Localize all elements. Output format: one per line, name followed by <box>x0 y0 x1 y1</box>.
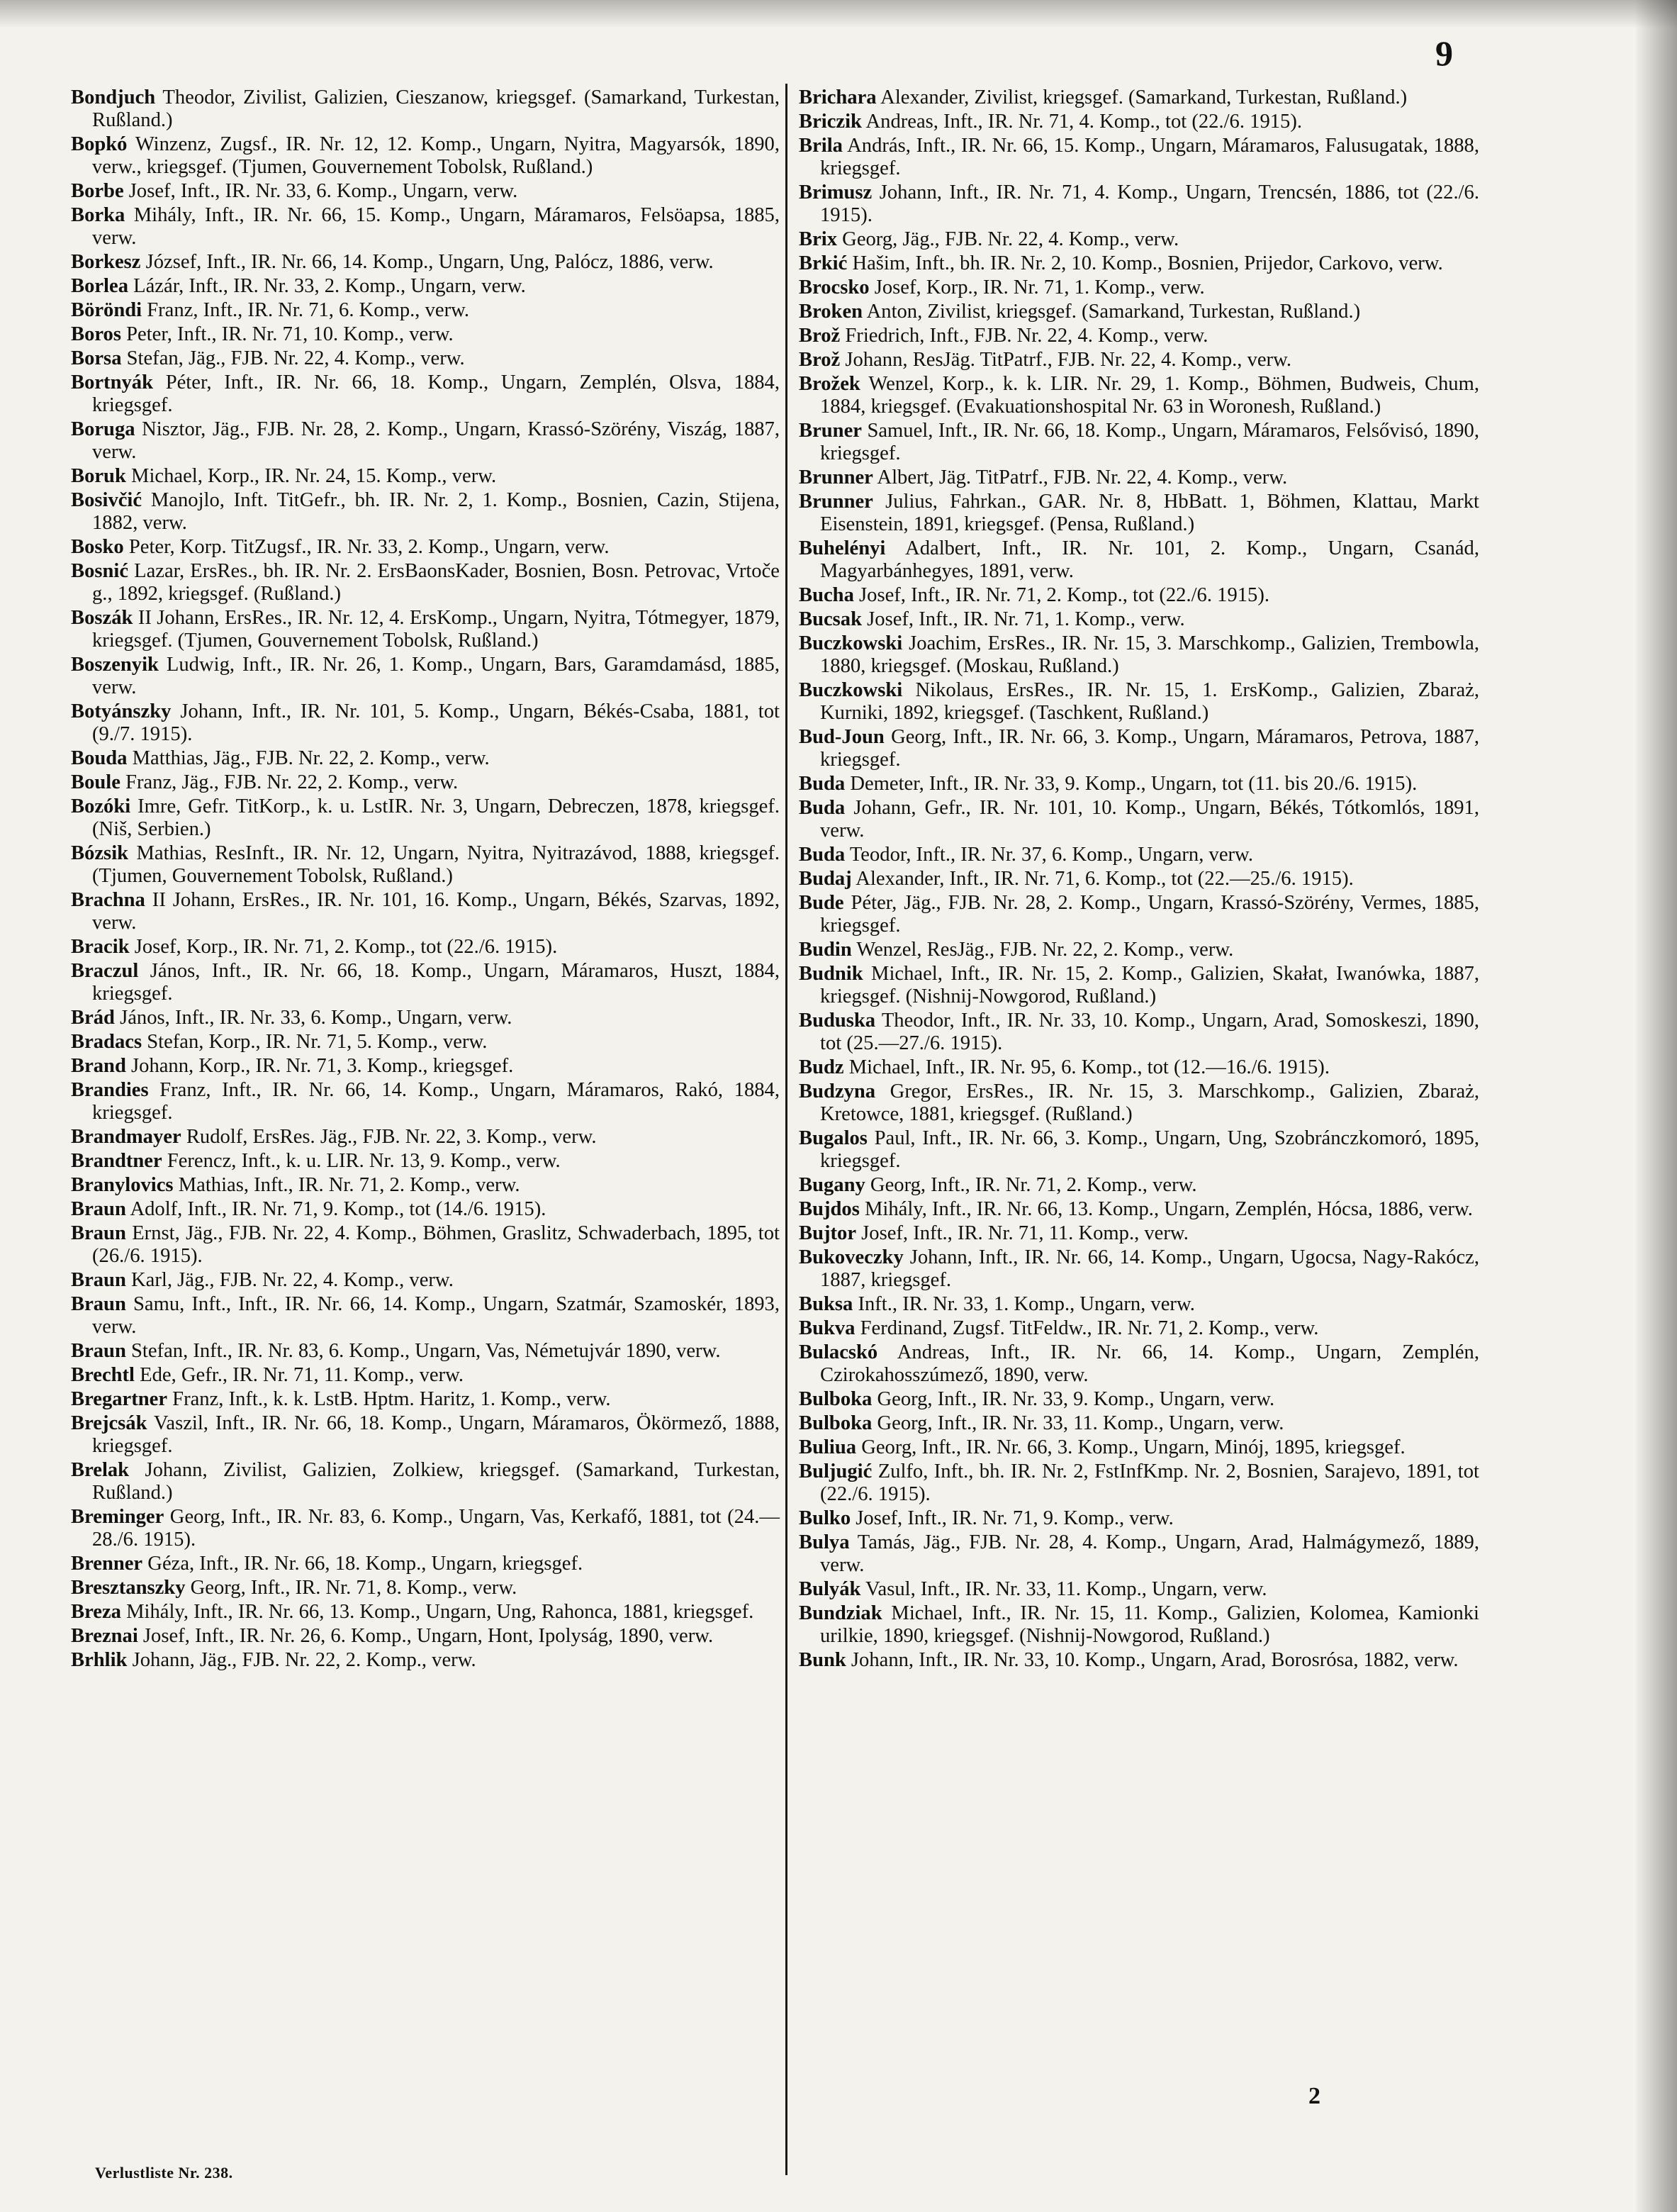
entry-details: Josef, Inft., IR. Nr. 71, 11. Komp., verw. <box>856 1222 1189 1244</box>
surname: Boruga <box>71 418 135 440</box>
surname: Brunner <box>799 467 873 488</box>
casualty-entry <box>799 252 1479 275</box>
surname: Budaj <box>799 868 852 890</box>
page-edge-shadow <box>1634 0 1677 2212</box>
surname: Bulacskó <box>799 1341 878 1363</box>
surname: Branylovics <box>71 1174 174 1196</box>
entry-details: Mihály, Inft., IR. Nr. 66, 15. Komp., Ungarn, Máramaros, Felsöapsa, 1885, verw. <box>92 204 780 249</box>
entry-details: Karl, Jäg., FJB. Nr. 22, 4. Komp., verw. <box>125 1269 454 1291</box>
entry-details: Gregor, ErsRes., IR. Nr. 15, 3. Marschkomp., Galizien, Zbaraż, Kretowce, 1881, kriegsgef. (Rußland.) <box>820 1080 1479 1125</box>
casualty-entry <box>799 963 1479 1008</box>
entry-details: Samu, Inft., Inft., IR. Nr. 66, 14. Komp., Ungarn, Szatmár, Szamoskér, 1893, verw. <box>92 1293 780 1338</box>
surname: Brimusz <box>799 181 873 203</box>
casualty-entry <box>799 868 1479 890</box>
surname: Bracik <box>71 936 130 958</box>
surname: Bugalos <box>799 1127 868 1149</box>
surname: Bondjuch <box>71 86 156 108</box>
casualty-entry <box>71 1293 780 1339</box>
entry-details: Adolf, Inft., IR. Nr. 71, 9. Komp., tot (14./6. 1915). <box>125 1198 546 1220</box>
casualty-entry <box>799 181 1479 227</box>
casualty-entry <box>71 251 780 274</box>
entry-details: Vasul, Inft., IR. Nr. 33, 11. Komp., Ungarn, verw. <box>860 1578 1267 1600</box>
surname: Budz <box>799 1056 844 1078</box>
casualty-entry <box>71 323 780 346</box>
casualty-entry <box>71 86 780 132</box>
surname: Buliua <box>799 1436 857 1458</box>
entry-details: Michael, Korp., IR. Nr. 24, 15. Komp., verw. <box>125 465 497 487</box>
left-column <box>71 86 780 1673</box>
surname: Bruner <box>799 420 862 442</box>
entry-details: Mathias, ResInft., IR. Nr. 12, Ungarn, Nyitra, Nyitrazávod, 1888, kriegsgef. (Tjumen, Gouvernement Tobolsk, Rußland.) <box>92 842 780 887</box>
casualty-entry <box>799 1578 1479 1601</box>
entry-details: Franz, Inft., IR. Nr. 66, 14. Komp., Ungarn, Máramaros, Rakó, 1884, kriegsgef. <box>92 1079 780 1124</box>
entry-details: Alexander, Zivilist, kriegsgef. (Samarkand, Turkestan, Rußland.) <box>876 86 1408 108</box>
casualty-entry <box>799 1174 1479 1197</box>
entry-details: Mihály, Inft., IR. Nr. 66, 13. Komp., Ungarn, Ung, Rahonca, 1881, kriegsgef. <box>120 1601 754 1623</box>
casualty-entry <box>71 1007 780 1029</box>
casualty-entry <box>71 1150 780 1173</box>
surname: Buksa <box>799 1293 853 1315</box>
surname: Bózsik <box>71 842 129 864</box>
casualty-entry <box>71 889 780 934</box>
entry-details: Nikolaus, ErsRes., IR. Nr. 15, 1. ErsKomp., Galizien, Zbaraż, Kurniki, 1892, kriegsgef. (Taschkent, Rußland.) <box>820 679 1479 724</box>
casualty-entry <box>71 133 780 179</box>
surname: Bopkó <box>71 133 128 155</box>
surname: Buda <box>799 844 846 866</box>
casualty-entry <box>799 1507 1479 1530</box>
surname: Brandtner <box>71 1150 162 1172</box>
casualty-entry <box>71 1625 780 1648</box>
casualty-entry <box>799 373 1479 418</box>
entry-details: Georg, Inft., IR. Nr. 66, 3. Komp., Ungarn, Minój, 1895, kriegsgef. <box>856 1436 1406 1458</box>
casualty-entry <box>71 465 780 488</box>
column-divider <box>785 84 787 2175</box>
surname: Bundziak <box>799 1602 882 1624</box>
surname: Bregartner <box>71 1388 168 1410</box>
casualty-entry <box>799 1388 1479 1411</box>
surname: Bud-Joun <box>799 726 885 748</box>
surname: Breza <box>71 1601 121 1623</box>
surname: Buczkowski <box>799 679 903 701</box>
entry-details: János, Inft., IR. Nr. 33, 6. Komp., Ungarn, verw. <box>114 1007 512 1029</box>
entry-details: Imre, Gefr. TitKorp., k. u. LstIR. Nr. 3, Ungarn, Debreczen, 1878, kriegsgef. (Niš, Serbien.) <box>92 795 780 840</box>
surname: Breminger <box>71 1506 164 1528</box>
entry-details: Albert, Jäg. TitPatrf., FJB. Nr. 22, 4. Komp., verw. <box>873 467 1288 488</box>
entry-details: Stefan, Korp., IR. Nr. 71, 5. Komp., verw. <box>142 1031 488 1053</box>
casualty-entry <box>71 1459 780 1504</box>
casualty-entry <box>71 347 780 370</box>
surname: Borkesz <box>71 251 141 273</box>
entry-details: II Johann, ErsRes., IR. Nr. 101, 16. Komp., Ungarn, Békés, Szarvas, 1892, verw. <box>92 889 780 934</box>
casualty-entry <box>71 1340 780 1363</box>
casualty-entry <box>71 1126 780 1149</box>
surname: Budin <box>799 939 852 961</box>
surname: Brkić <box>799 252 848 274</box>
entry-details: Johann, Inft., IR. Nr. 71, 4. Komp., Ungarn, Trencsén, 1886, tot (22./6. 1915). <box>820 181 1479 226</box>
casualty-entry <box>799 1127 1479 1173</box>
surname: Bulyák <box>799 1578 861 1600</box>
casualty-entry <box>799 1198 1479 1221</box>
entry-details: Ferdinand, Zugsf. TitFeldw., IR. Nr. 71, 2. Komp., verw. <box>855 1317 1319 1339</box>
surname: Brechtl <box>71 1364 135 1386</box>
surname: Bulya <box>799 1531 850 1553</box>
entry-details: Georg, Inft., IR. Nr. 83, 6. Komp., Ungarn, Vas, Kerkafő, 1881, tot (24.—28./6. 1915). <box>92 1506 780 1551</box>
surname: Broken <box>799 301 863 323</box>
surname: Brila <box>799 135 843 157</box>
casualty-entry <box>71 1031 780 1054</box>
casualty-entry <box>799 608 1479 631</box>
surname: Bosnić <box>71 560 129 582</box>
surname: Bosko <box>71 536 124 558</box>
surname: Boszák <box>71 607 133 629</box>
surname: Buda <box>799 773 846 795</box>
entry-details: Georg, Jäg., FJB. Nr. 22, 4. Komp., verw. <box>837 228 1179 250</box>
entry-details: Hašim, Inft., bh. IR. Nr. 2, 10. Komp., Bosnien, Prijedor, Carkovo, verw. <box>847 252 1443 274</box>
casualty-entry <box>71 180 780 203</box>
casualty-entry <box>71 795 780 841</box>
surname: Brunner <box>799 491 873 513</box>
surname: Boule <box>71 771 120 793</box>
entry-details: Peter, Korp. TitZugsf., IR. Nr. 33, 2. Komp., Ungarn, verw. <box>123 536 610 558</box>
entry-details: Josef, Inft., IR. Nr. 71, 9. Komp., verw. <box>851 1507 1174 1529</box>
casualty-entry <box>799 939 1479 961</box>
casualty-entry <box>71 1553 780 1575</box>
casualty-entry <box>71 1412 780 1458</box>
entry-details: Georg, Inft., IR. Nr. 33, 11. Komp., Ungarn, verw. <box>872 1412 1284 1434</box>
casualty-entry <box>799 301 1479 323</box>
casualty-entry <box>799 420 1479 465</box>
surname: Brand <box>71 1055 126 1077</box>
casualty-entry <box>799 276 1479 299</box>
entry-details: Josef, Inft., IR. Nr. 26, 6. Komp., Ungarn, Hont, Ipolyság, 1890, verw. <box>138 1625 714 1647</box>
casualty-entry <box>71 204 780 250</box>
surname: Braun <box>71 1198 126 1220</box>
surname: Bujtor <box>799 1222 857 1244</box>
entry-details: Franz, Jäg., FJB. Nr. 22, 2. Komp., verw. <box>120 771 459 793</box>
casualty-entry <box>71 842 780 888</box>
casualty-entry <box>799 797 1479 842</box>
casualty-entry <box>799 1222 1479 1245</box>
casualty-entry <box>71 299 780 322</box>
casualty-entry <box>71 560 780 605</box>
surname: Budnik <box>799 963 863 985</box>
casualty-entry <box>71 1269 780 1292</box>
entry-details: Péter, Inft., IR. Nr. 66, 18. Komp., Ungarn, Zemplén, Olsva, 1884, kriegsgef. <box>92 372 780 416</box>
entry-details: Paul, Inft., IR. Nr. 66, 3. Komp., Ungarn, Ung, Szobránczkomoró, 1895, kriegsgef. <box>820 1127 1479 1172</box>
signature-mark: 2 <box>1308 2083 1320 2109</box>
surname: Budzyna <box>799 1080 876 1102</box>
page-number: 9 <box>1435 33 1453 73</box>
casualty-entry <box>799 726 1479 771</box>
entry-details: József, Inft., IR. Nr. 66, 14. Komp., Ungarn, Ung, Palócz, 1886, verw. <box>140 251 714 273</box>
surname: Boros <box>71 323 121 345</box>
casualty-entry <box>71 1506 780 1551</box>
entry-details: Stefan, Jäg., FJB. Nr. 22, 4. Komp., verw. <box>121 347 465 369</box>
entry-details: Theodor, Zivilist, Galizien, Cieszanow, kriegsgef. (Samarkand, Turkestan, Rußland.) <box>92 86 780 131</box>
surname: Brandies <box>71 1079 149 1101</box>
entry-details: Vaszil, Inft., IR. Nr. 66, 18. Komp., Ungarn, Máramaros, Ökörmező, 1888, kriegsgef. <box>92 1412 780 1457</box>
casualty-entry <box>799 1412 1479 1435</box>
entry-details: Josef, Korp., IR. Nr. 71, 1. Komp., verw. <box>869 276 1205 298</box>
entry-details: Nisztor, Jäg., FJB. Nr. 28, 2. Komp., Ungarn, Krassó-Szörény, Viszág, 1887, verw. <box>92 418 780 463</box>
casualty-entry <box>71 1649 780 1672</box>
surname: Brachna <box>71 889 145 911</box>
casualty-entry <box>799 1602 1479 1648</box>
entry-details: Josef, Inft., IR. Nr. 71, 2. Komp., tot (22./6. 1915). <box>853 584 1270 606</box>
entry-details: Theodor, Inft., IR. Nr. 33, 10. Komp., Ungarn, Arad, Somoskeszi, 1890, tot (25.—27./6. 1915). <box>820 1010 1479 1054</box>
surname: Borsa <box>71 347 122 369</box>
entry-details: Ludwig, Inft., IR. Nr. 26, 1. Komp., Ungarn, Bars, Garamdamásd, 1885, verw. <box>92 654 780 698</box>
casualty-entry <box>799 1649 1479 1672</box>
casualty-entry <box>71 654 780 699</box>
casualty-entry <box>799 892 1479 937</box>
casualty-entry <box>799 228 1479 251</box>
casualty-entry <box>799 1531 1479 1577</box>
entry-details: Johann, ResJäg. TitPatrf., FJB. Nr. 22, 4. Komp., verw. <box>840 349 1292 371</box>
entry-details: Zulfo, Inft., bh. IR. Nr. 2, FstInfKmp. Nr. 2, Bosnien, Sarajevo, 1891, tot (22./6. 1915). <box>820 1460 1479 1505</box>
casualty-entry <box>71 536 780 559</box>
entry-details: Adalbert, Inft., IR. Nr. 101, 2. Komp., Ungarn, Csanád, Magyarbánhegyes, 1891, verw. <box>820 537 1479 582</box>
surname: Brož <box>799 349 841 371</box>
entry-details: Georg, Inft., IR. Nr. 71, 2. Komp., verw. <box>865 1174 1197 1196</box>
surname: Bukoveczky <box>799 1246 904 1268</box>
casualty-entry <box>71 607 780 652</box>
casualty-entry <box>71 936 780 959</box>
right-column <box>799 86 1479 1673</box>
entry-details: Georg, Inft., IR. Nr. 71, 8. Komp., verw. <box>185 1577 517 1599</box>
entry-details: Mathias, Inft., IR. Nr. 71, 2. Komp., verw. <box>173 1174 520 1196</box>
surname: Bulko <box>799 1507 851 1529</box>
entry-details: Johann, Zivilist, Galizien, Zolkiew, kriegsgef. (Samarkand, Turkestan, Rußland.) <box>92 1459 780 1504</box>
casualty-entry <box>799 1293 1479 1316</box>
surname: Bulboka <box>799 1412 873 1434</box>
entry-details: Michael, Inft., IR. Nr. 15, 11. Komp., Galizien, Kolomea, Kamionki urilkie, 1890, kriegsgef. (Nishnij-Nowgorod, Rußland.) <box>820 1602 1479 1647</box>
casualty-entry <box>71 489 780 535</box>
entry-details: II Johann, ErsRes., IR. Nr. 12, 4. ErsKomp., Ungarn, Nyitra, Tótmegyer, 1879, kriegsgef. (Tjumen, Gouvernement Tobolsk, Rußland.) <box>92 607 780 652</box>
surname: Borbe <box>71 180 124 202</box>
surname: Bouda <box>71 747 128 769</box>
casualty-entry <box>799 632 1479 678</box>
entry-details: Géza, Inft., IR. Nr. 66, 18. Komp., Ungarn, kriegsgef. <box>142 1553 583 1575</box>
surname: Buhelényi <box>799 537 886 559</box>
entry-details: Friedrich, Inft., FJB. Nr. 22, 4. Komp., verw. <box>840 325 1208 347</box>
surname: Braczul <box>71 960 139 982</box>
surname: Böröndi <box>71 299 142 321</box>
entry-details: Lazar, ErsRes., bh. IR. Nr. 2. ErsBaonsKader, Bosnien, Bosn. Petrovac, Vrtoče g., 1892, kriegsgef. (Rußland.) <box>92 560 780 605</box>
surname: Bosivčić <box>71 489 142 511</box>
surname: Buczkowski <box>799 632 903 654</box>
surname: Buduska <box>799 1010 876 1032</box>
entry-details: Johann, Inft., IR. Nr. 33, 10. Komp., Ungarn, Arad, Borosrósa, 1882, verw. <box>846 1649 1459 1671</box>
entry-details: Ernst, Jäg., FJB. Nr. 22, 4. Komp., Böhmen, Graslitz, Schwaderbach, 1895, tot (26./6. 1915). <box>92 1222 780 1267</box>
entry-details: Josef, Korp., IR. Nr. 71, 2. Komp., tot (22./6. 1915). <box>129 936 558 958</box>
entry-details: Manojlo, Inft. TitGefr., bh. IR. Nr. 2, 1. Komp., Bosnien, Cazin, Stijena, 1882, verw. <box>92 489 780 534</box>
casualty-entry <box>71 747 780 770</box>
surname: Bucsak <box>799 608 862 630</box>
surname: Boszenyik <box>71 654 159 676</box>
entry-details: Demeter, Inft., IR. Nr. 33, 9. Komp., Ungarn, tot (11. bis 20./6. 1915). <box>845 773 1418 795</box>
surname: Boruk <box>71 465 126 487</box>
casualty-entry <box>71 1388 780 1411</box>
casualty-entry <box>799 1317 1479 1340</box>
casualty-entry <box>799 773 1479 795</box>
entry-details: Joachim, ErsRes., IR. Nr. 15, 3. Marschkomp., Galizien, Trembowla, 1880, kriegsgef. (Moskau, Rußland.) <box>820 632 1479 677</box>
entry-details: Mihály, Inft., IR. Nr. 66, 13. Komp., Ungarn, Zemplén, Hócsa, 1886, verw. <box>859 1198 1473 1220</box>
casualty-entry <box>71 1055 780 1078</box>
casualty-entry <box>71 372 780 417</box>
casualty-entry <box>71 960 780 1005</box>
entry-details: András, Inft., IR. Nr. 66, 15. Komp., Ungarn, Máramaros, Falusugatak, 1888, kriegsgef. <box>820 135 1479 179</box>
surname: Botyánszky <box>71 700 172 722</box>
surname: Bradacs <box>71 1031 142 1053</box>
casualty-entry <box>799 491 1479 536</box>
surname: Brád <box>71 1007 115 1029</box>
surname: Braun <box>71 1222 126 1244</box>
entry-details: Johann, Inft., IR. Nr. 101, 5. Komp., Ungarn, Békés-Csaba, 1881, tot (9./7. 1915). <box>92 700 780 745</box>
casualty-entry <box>71 275 780 298</box>
surname: Buljugić <box>799 1460 873 1482</box>
casualty-entry <box>71 1222 780 1268</box>
entry-details: Andreas, Inft., IR. Nr. 71, 4. Komp., tot (22./6. 1915). <box>861 111 1302 133</box>
entry-details: Johann, Gefr., IR. Nr. 101, 10. Komp., Ungarn, Békés, Tótkomlós, 1891, verw. <box>820 797 1479 842</box>
surname: Brichara <box>799 86 877 108</box>
surname: Brejcsák <box>71 1412 147 1434</box>
entry-details: Ede, Gefr., IR. Nr. 71, 11. Komp., verw. <box>135 1364 464 1386</box>
casualty-entry <box>799 135 1479 180</box>
surname: Brocsko <box>799 276 870 298</box>
casualty-entry <box>71 418 780 464</box>
entry-details: Anton, Zivilist, kriegsgef. (Samarkand, Turkestan, Rußland.) <box>863 301 1361 323</box>
casualty-entry <box>799 1056 1479 1079</box>
casualty-entry <box>799 349 1479 372</box>
surname: Brhlik <box>71 1649 128 1671</box>
casualty-entry <box>799 1246 1479 1292</box>
surname: Braun <box>71 1340 126 1362</box>
surname: Bulboka <box>799 1388 873 1410</box>
entry-details: Franz, Inft., IR. Nr. 71, 6. Komp., verw. <box>142 299 470 321</box>
surname: Bujdos <box>799 1198 860 1220</box>
entry-details: Peter, Inft., IR. Nr. 71, 10. Komp., verw. <box>120 323 454 345</box>
entry-details: Georg, Inft., IR. Nr. 33, 9. Komp., Ungarn, verw. <box>872 1388 1275 1410</box>
casualty-entry <box>799 86 1479 109</box>
surname: Brožek <box>799 373 860 395</box>
entry-details: Josef, Inft., IR. Nr. 33, 6. Komp., Ungarn, verw. <box>123 180 518 202</box>
entry-details: Tamás, Jäg., FJB. Nr. 28, 4. Komp., Ungarn, Arad, Halmágymező, 1889, verw. <box>820 1531 1479 1576</box>
casualty-entry <box>71 1198 780 1221</box>
casualty-entry <box>799 537 1479 583</box>
casualty-entry <box>799 679 1479 725</box>
entry-details: Wenzel, ResJäg., FJB. Nr. 22, 2. Komp., verw. <box>851 939 1234 961</box>
surname: Brix <box>799 228 838 250</box>
entry-details: Andreas, Inft., IR. Nr. 66, 14. Komp., Ungarn, Zemplén, Czirokahosszúmező, 1890, verw. <box>820 1341 1479 1386</box>
entry-details: Rudolf, ErsRes. Jäg., FJB. Nr. 22, 3. Komp., verw. <box>181 1126 597 1148</box>
casualty-entry <box>799 584 1479 607</box>
page-top-shadow <box>0 0 1677 28</box>
casualty-entry <box>799 1436 1479 1459</box>
entry-details: Inft., IR. Nr. 33, 1. Komp., Ungarn, verw. <box>853 1293 1195 1315</box>
entry-details: Wenzel, Korp., k. k. LIR. Nr. 29, 1. Komp., Böhmen, Budweis, Chum, 1884, kriegsgef. (Evakuationshospital Nr. 63 in Woronesh, Rußland.) <box>820 373 1479 418</box>
entry-details: Johann, Jäg., FJB. Nr. 22, 2. Komp., verw. <box>127 1649 476 1671</box>
casualty-list-number: Verlustliste Nr. 238. <box>95 2164 233 2182</box>
surname: Braun <box>71 1293 126 1315</box>
casualty-entry <box>799 1010 1479 1055</box>
entry-details: Péter, Jäg., FJB. Nr. 28, 2. Komp., Ungarn, Krassó-Szörény, Vermes, 1885, kriegsgef. <box>820 892 1479 937</box>
surname: Breznai <box>71 1625 138 1647</box>
casualty-entry <box>799 111 1479 133</box>
entry-details: Julius, Fahrkan., GAR. Nr. 8, HbBatt. 1, Böhmen, Klattau, Markt Eisenstein, 1891, kriegsgef. (Pensa, Rußland.) <box>820 491 1479 535</box>
casualty-entry <box>799 467 1479 489</box>
casualty-entry <box>71 1601 780 1624</box>
casualty-entry <box>799 1460 1479 1506</box>
casualty-entry <box>799 844 1479 866</box>
entry-details: Matthias, Jäg., FJB. Nr. 22, 2. Komp., verw. <box>127 747 490 769</box>
entry-details: Stefan, Inft., IR. Nr. 83, 6. Komp., Ungarn, Vas, Németujvár 1890, verw. <box>125 1340 721 1362</box>
entry-details: Winzenz, Zugsf., IR. Nr. 12, 12. Komp., Ungarn, Nyitra, Magyarsók, 1890, verw., kriegsgef. (Tjumen, Gouvernement Tobolsk, Rußland.) <box>92 133 780 178</box>
casualty-entry <box>71 1079 780 1124</box>
entry-details: Michael, Inft., IR. Nr. 15, 2. Komp., Galizien, Skałat, Iwanówka, 1887, kriegsgef. (Nishnij-Nowgorod, Rußland.) <box>820 963 1479 1007</box>
surname: Brandmayer <box>71 1126 181 1148</box>
surname: Bude <box>799 892 844 914</box>
casualty-entry <box>799 325 1479 347</box>
entry-details: Johann, Inft., IR. Nr. 66, 14. Komp., Ungarn, Ugocsa, Nagy-Rakócz, 1887, kriegsgef. <box>820 1246 1479 1291</box>
surname: Brelak <box>71 1459 130 1481</box>
surname: Bozóki <box>71 795 131 817</box>
entry-details: Lázár, Inft., IR. Nr. 33, 2. Komp., Ungarn, verw. <box>128 275 526 297</box>
surname: Bugany <box>799 1174 865 1196</box>
entry-details: Samuel, Inft., IR. Nr. 66, 18. Komp., Ungarn, Máramaros, Felsővisó, 1890, kriegsgef. <box>820 420 1479 464</box>
entry-details: Johann, Korp., IR. Nr. 71, 3. Komp., kriegsgef. <box>125 1055 514 1077</box>
surname: Bunk <box>799 1649 846 1671</box>
surname: Brenner <box>71 1553 143 1575</box>
entry-details: Ferencz, Inft., k. u. LIR. Nr. 13, 9. Komp., verw. <box>162 1150 561 1172</box>
entry-details: Michael, Inft., IR. Nr. 95, 6. Komp., tot (12.—16./6. 1915). <box>843 1056 1330 1078</box>
casualty-entry <box>71 1364 780 1387</box>
entry-details: Teodor, Inft., IR. Nr. 37, 6. Komp., Ungarn, verw. <box>845 844 1253 866</box>
surname: Bresztanszky <box>71 1577 186 1599</box>
entry-details: Josef, Inft., IR. Nr. 71, 1. Komp., verw. <box>862 608 1185 630</box>
entry-details: Georg, Inft., IR. Nr. 66, 3. Komp., Ungarn, Máramaros, Petrova, 1887, kriegsgef. <box>820 726 1479 771</box>
surname: Bucha <box>799 584 854 606</box>
casualty-entry <box>71 1174 780 1197</box>
surname: Brož <box>799 325 841 347</box>
entry-details: Franz, Inft., k. k. LstB. Hptm. Haritz, 1. Komp., verw. <box>167 1388 611 1410</box>
surname: Briczik <box>799 111 862 133</box>
entry-details: Alexander, Inft., IR. Nr. 71, 6. Komp., tot (22.—25./6. 1915). <box>851 868 1354 890</box>
casualty-entry <box>71 771 780 794</box>
entry-details: János, Inft., IR. Nr. 66, 18. Komp., Ungarn, Máramaros, Huszt, 1884, kriegsgef. <box>92 960 780 1005</box>
surname: Buda <box>799 797 846 819</box>
casualty-entry <box>799 1341 1479 1387</box>
casualty-entry <box>799 1080 1479 1126</box>
surname: Borlea <box>71 275 128 297</box>
surname: Braun <box>71 1269 126 1291</box>
casualty-entry <box>71 1577 780 1599</box>
surname: Borka <box>71 204 125 226</box>
surname: Bukva <box>799 1317 856 1339</box>
surname: Bortnyák <box>71 372 153 393</box>
casualty-entry <box>71 700 780 746</box>
